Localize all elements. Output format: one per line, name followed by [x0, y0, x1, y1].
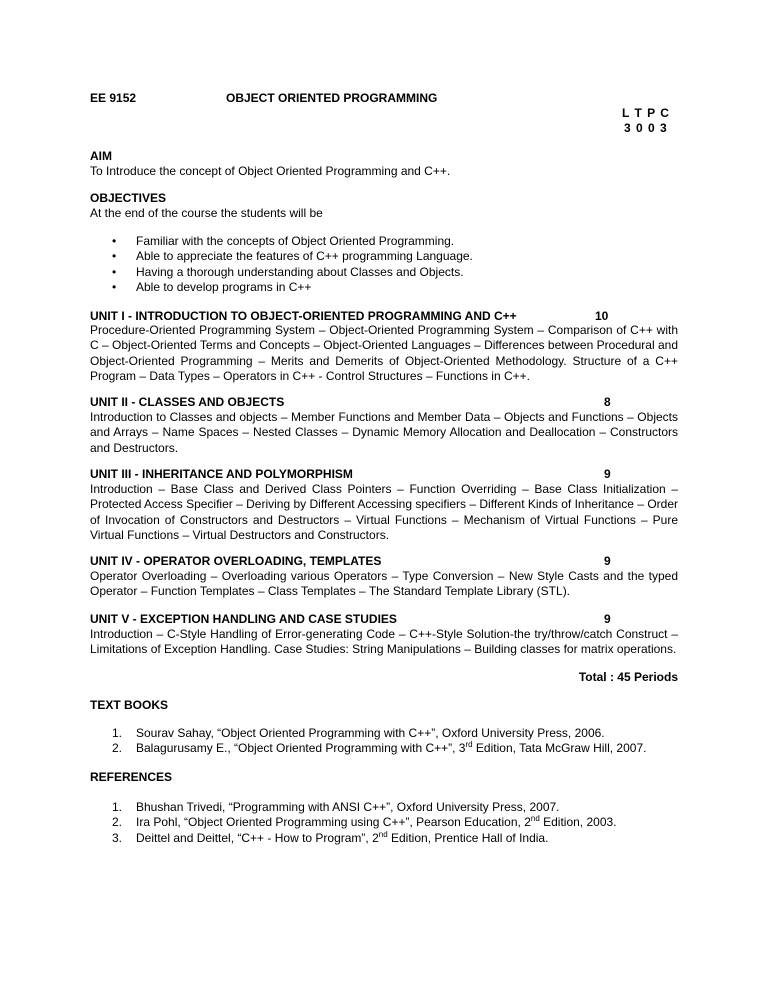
list-item: • Able to appreciate the features of C++ programming Language.: [112, 249, 473, 264]
unit-5-hours: 9: [604, 612, 611, 626]
ltpc-letters: L T P C: [622, 106, 669, 120]
citation-text: Deittel and Deittel, “C++ - How to Program”, 2: [136, 830, 379, 845]
citation-text: Sourav Sahay, “Object Oriented Programming with C++”, Oxford University Press, 2006.: [136, 726, 605, 740]
list-number: 2.: [112, 815, 123, 830]
objectives-intro: At the end of the course the students will be: [90, 206, 323, 220]
unit-5-title: UNIT V - EXCEPTION HANDLING AND CASE STUDIES: [90, 612, 397, 626]
unit-1-title: UNIT I - INTRODUCTION TO OBJECT-ORIENTED PROGRAMMING AND C++: [90, 309, 517, 323]
references-list: [112, 800, 617, 846]
references-heading: REFERENCES: [90, 770, 173, 784]
unit-3-hours: 9: [604, 467, 611, 481]
list-item: [112, 815, 617, 830]
textbooks-heading: TEXT BOOKS: [90, 698, 169, 712]
citation-text-end: Edition, 2003.: [539, 815, 617, 830]
unit-4-text: Operator Overloading – Overloading various Operators – Type Conversion – New Style Casts and the typed Operator – Function Templates – Class Templates – The Standard Template Library (STL).: [90, 569, 678, 599]
citation-sup: nd: [378, 829, 388, 839]
objectives-list: [112, 234, 473, 295]
unit-5-text: Introduction – C-Style Handling of Error-generating Code – C++-Style Solution-the try/throw/catch Construct – Limitations of Exception Handling. Case Studies: String Manipulations – Building classes for matrix operations.: [90, 627, 678, 657]
list-number: 1.: [112, 800, 123, 814]
list-item: • Having a thorough understanding about Classes and Objects.: [112, 265, 473, 280]
list-number: 1.: [112, 726, 123, 740]
citation-text-end: Edition, Tata McGraw Hill, 2007.: [472, 741, 647, 756]
unit-1-text: Procedure-Oriented Programming System – Object-Oriented Programming System – Comparison of C++ with C – Object-Oriented Terms and Concepts – Object-Oriented Languages – Differences between Procedural and Object-Oriented Programming – Merits and Demerits of Object-Oriented Methodology. Structure of a C++ Program – Data Types – Operators in C++ - Control Structures – Functions in C++.: [90, 323, 678, 383]
list-item: [112, 831, 617, 846]
citation-text: Balagurusamy E., “Object Oriented Programming with C++”, 3: [136, 741, 466, 756]
unit-3-text: Introduction – Base Class and Derived Class Pointers – Function Overriding – Base Class Initialization – Protected Access Specifier – Deriving by Different Accessing specifiers – Different Kinds of Inheritance – Order of Invocation of Constructors and Destructors – Virtual Functions – Mechanism of Virtual Functions – Pure Virtual Functions – Virtual Destructors and Constructors.: [90, 482, 678, 542]
citation-text: Ira Pohl, “Object Oriented Programming using C++”, Pearson Education, 2: [136, 815, 531, 830]
unit-2-text: Introduction to Classes and objects – Member Functions and Member Data – Objects and Functions – Objects and Arrays – Name Spaces – Nested Classes – Dynamic Memory Allocation and Deallocation – Constructors and Destructors.: [90, 410, 678, 455]
list-item: • Able to develop programs in C++: [112, 280, 473, 295]
citation-sup: rd: [465, 740, 473, 750]
citation-text-end: Edition, Prentice Hall of India.: [387, 830, 549, 845]
citation-text: Bhushan Trivedi, “Programming with ANSI C++”, Oxford University Press, 2007.: [136, 800, 560, 814]
aim-text: To Introduce the concept of Object Oriented Programming and C++.: [90, 164, 451, 178]
ltpc-values: 3 0 0 3: [624, 121, 667, 135]
course-title: OBJECT ORIENTED PROGRAMMING: [226, 91, 438, 105]
list-item: [112, 800, 617, 815]
unit-4-hours: 9: [604, 554, 611, 568]
course-code: EE 9152: [90, 91, 137, 105]
aim-heading: AIM: [90, 149, 112, 163]
list-item: [112, 726, 646, 741]
list-number: 2.: [112, 741, 123, 756]
unit-4-title: UNIT IV - OPERATOR OVERLOADING, TEMPLATES: [90, 554, 382, 568]
list-number: 3.: [112, 830, 123, 845]
unit-2-title: UNIT II - CLASSES AND OBJECTS: [90, 395, 285, 409]
unit-2-hours: 8: [604, 395, 611, 409]
list-item: • Familiar with the concepts of Object Oriented Programming.: [112, 234, 473, 249]
list-item: [112, 741, 646, 756]
citation-sup: nd: [530, 814, 540, 824]
objectives-heading: OBJECTIVES: [90, 191, 167, 205]
total-periods: Total : 45 Periods: [578, 670, 678, 684]
unit-3-title: UNIT III - INHERITANCE AND POLYMORPHISM: [90, 467, 353, 481]
unit-1-hours: 10: [595, 309, 609, 323]
textbooks-list: [112, 726, 646, 757]
